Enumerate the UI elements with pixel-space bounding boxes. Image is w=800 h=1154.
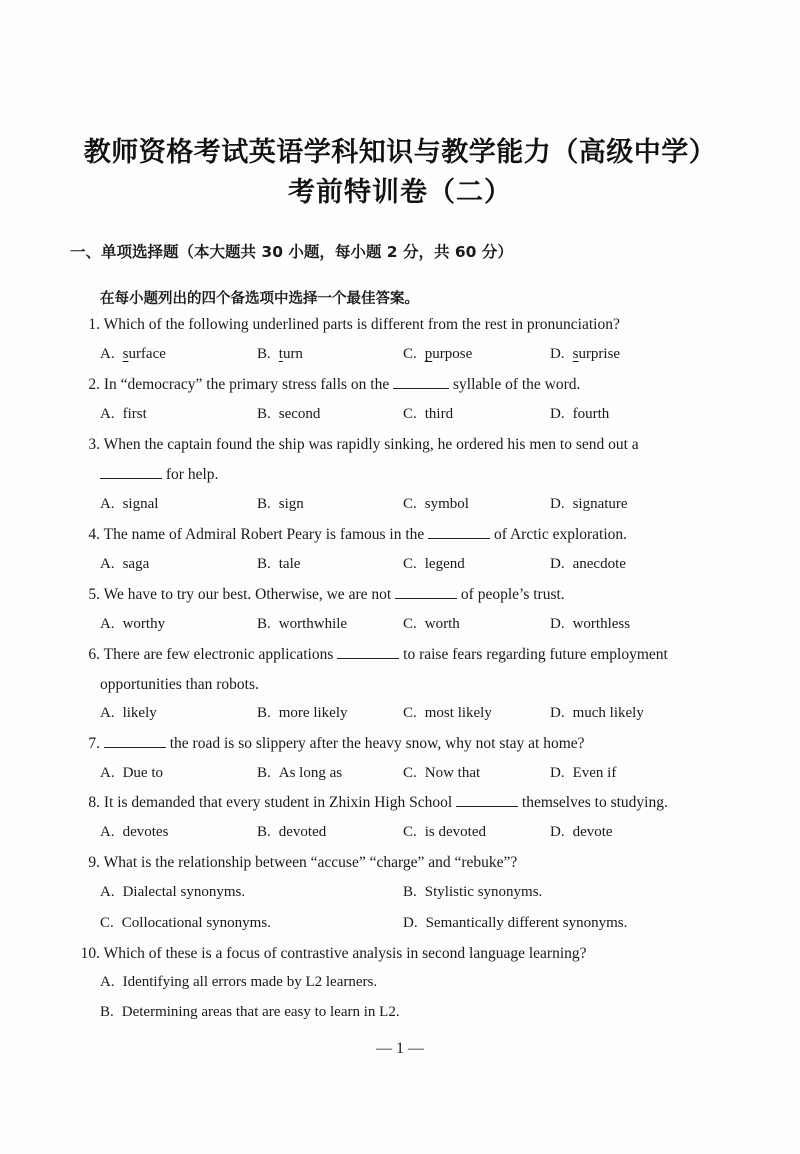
question-7-options bbox=[100, 765, 740, 785]
question-3-continued bbox=[100, 466, 218, 484]
option-d[interactable] bbox=[550, 616, 630, 633]
question-6 bbox=[70, 646, 730, 664]
option-d[interactable] bbox=[550, 406, 609, 423]
answer-blank[interactable] bbox=[428, 526, 490, 539]
option-letter: B. bbox=[257, 346, 271, 362]
option-a[interactable] bbox=[100, 346, 166, 363]
question-number: 10. bbox=[80, 945, 100, 962]
answer-blank[interactable] bbox=[456, 794, 518, 807]
option-text: Even if bbox=[572, 765, 617, 781]
option-a[interactable] bbox=[100, 705, 157, 722]
option-d[interactable] bbox=[550, 496, 628, 513]
option-text: legend bbox=[424, 556, 465, 572]
option-text: third bbox=[424, 406, 454, 422]
question-3-options bbox=[100, 496, 740, 516]
option-letter: D. bbox=[550, 556, 565, 572]
option-text: Identifying all errors made by L2 learners. bbox=[122, 974, 378, 990]
answer-blank[interactable] bbox=[104, 735, 166, 748]
option-text: Due to bbox=[122, 765, 164, 781]
option-b[interactable] bbox=[257, 765, 342, 782]
question-5-options bbox=[100, 616, 740, 636]
question-number: 9. bbox=[88, 854, 100, 871]
option-c[interactable] bbox=[403, 765, 480, 782]
option-letter: C. bbox=[100, 915, 114, 931]
question-text: The name of Admiral Robert Peary is famous in the bbox=[103, 526, 425, 543]
section-heading bbox=[70, 240, 513, 262]
option-letter: D. bbox=[550, 824, 565, 840]
question-1 bbox=[70, 316, 730, 334]
question-number: 8. bbox=[88, 794, 100, 811]
option-letter: D. bbox=[550, 705, 565, 721]
question-5 bbox=[70, 586, 730, 604]
question-text: We have to try our best. Otherwise, we are not bbox=[103, 586, 392, 603]
option-letter: A. bbox=[100, 765, 115, 781]
option-text: Determining areas that are easy to learn in L2. bbox=[121, 1004, 400, 1020]
question-4 bbox=[70, 526, 730, 544]
option-b[interactable] bbox=[257, 705, 348, 722]
answer-blank[interactable] bbox=[337, 646, 399, 659]
question-4-options bbox=[100, 556, 740, 576]
question-number: 4. bbox=[88, 526, 100, 543]
question-number: 3. bbox=[88, 436, 100, 453]
option-a[interactable] bbox=[100, 406, 147, 423]
option-text: worthwhile bbox=[278, 616, 348, 632]
option-b[interactable] bbox=[100, 1004, 400, 1021]
option-text: devotes bbox=[122, 824, 169, 840]
page-number: — 1 — bbox=[376, 1040, 424, 1057]
option-d[interactable] bbox=[550, 824, 613, 841]
option-b[interactable] bbox=[257, 556, 300, 573]
option-d[interactable] bbox=[550, 765, 616, 782]
option-a[interactable] bbox=[100, 884, 245, 901]
question-text: of Arctic exploration. bbox=[494, 526, 628, 543]
option-text: urpose bbox=[432, 346, 473, 362]
question-9-options-row-1 bbox=[100, 884, 740, 904]
option-b[interactable] bbox=[257, 616, 347, 633]
section-instruction: 在每小题列出的四个备选项中选择一个最佳答案。 bbox=[100, 291, 419, 307]
option-d[interactable] bbox=[550, 705, 644, 722]
option-c[interactable] bbox=[403, 496, 469, 513]
option-letter: C. bbox=[403, 824, 417, 840]
option-c[interactable] bbox=[100, 915, 271, 932]
question-9-options-row-2 bbox=[100, 915, 740, 935]
option-letter: C. bbox=[403, 705, 417, 721]
question-text: for help. bbox=[165, 466, 219, 483]
option-letter: B. bbox=[257, 705, 271, 721]
question-text: It is demanded that every student in Zhixin High School bbox=[103, 794, 453, 811]
option-a[interactable] bbox=[100, 824, 168, 841]
option-text: Now that bbox=[424, 765, 481, 781]
option-text: urn bbox=[282, 346, 303, 362]
option-text: anecdote bbox=[572, 556, 626, 572]
question-text: Which of these is a focus of contrastive analysis in second language learning? bbox=[103, 945, 587, 962]
question-8-options bbox=[100, 824, 740, 844]
option-letter: B. bbox=[257, 406, 271, 422]
option-text: Collocational synonyms. bbox=[121, 915, 271, 931]
option-letter: C. bbox=[403, 556, 417, 572]
option-letter: C. bbox=[403, 496, 417, 512]
question-number: 1. bbox=[88, 316, 100, 333]
option-text: worthy bbox=[122, 616, 166, 632]
question-2-options bbox=[100, 406, 740, 426]
option-d[interactable] bbox=[403, 915, 627, 932]
option-letter: D. bbox=[550, 346, 565, 362]
option-c[interactable] bbox=[403, 705, 492, 722]
option-c[interactable] bbox=[403, 406, 453, 423]
question-text: Which of the following underlined parts is different from the rest in pronunciation? bbox=[103, 316, 620, 333]
option-letter: D. bbox=[550, 496, 565, 512]
question-text: When the captain found the ship was rapidly sinking, he ordered his men to send out a bbox=[103, 436, 639, 453]
option-text: As long as bbox=[278, 765, 343, 781]
option-b[interactable] bbox=[403, 884, 542, 901]
option-letter: A. bbox=[100, 884, 115, 900]
question-number: 5. bbox=[88, 586, 100, 603]
option-d[interactable] bbox=[550, 556, 626, 573]
option-c[interactable] bbox=[403, 824, 486, 841]
option-letter: B. bbox=[257, 496, 271, 512]
option-letter: B. bbox=[403, 884, 417, 900]
option-b[interactable] bbox=[257, 346, 303, 363]
underlined-part: p bbox=[424, 346, 433, 362]
option-a[interactable] bbox=[100, 765, 163, 782]
option-text: signature bbox=[572, 496, 628, 512]
option-letter: C. bbox=[403, 346, 417, 362]
option-letter: D. bbox=[550, 616, 565, 632]
option-letter: A. bbox=[100, 556, 115, 572]
option-text: devote bbox=[572, 824, 613, 840]
answer-blank[interactable] bbox=[100, 466, 162, 479]
option-text: second bbox=[278, 406, 321, 422]
option-letter: A. bbox=[100, 616, 115, 632]
option-b[interactable] bbox=[257, 406, 320, 423]
option-b[interactable] bbox=[257, 824, 326, 841]
option-letter: D. bbox=[550, 406, 565, 422]
question-text: There are few electronic applications bbox=[103, 646, 334, 663]
answer-blank[interactable] bbox=[395, 586, 457, 599]
option-letter: C. bbox=[403, 406, 417, 422]
option-text: Stylistic synonyms. bbox=[424, 884, 543, 900]
option-text: is devoted bbox=[424, 824, 487, 840]
question-number: 2. bbox=[88, 376, 100, 393]
option-text: symbol bbox=[424, 496, 469, 512]
option-text: urface bbox=[128, 346, 166, 362]
option-text: saga bbox=[122, 556, 150, 572]
section-note: （本大题共 30 小题，每小题 2 分，共 60 分） bbox=[178, 243, 513, 261]
question-6-continued: opportunities than robots. bbox=[100, 676, 259, 693]
option-letter: B. bbox=[257, 824, 271, 840]
exam-title-line-1: 教师资格考试英语学科知识与教学能力（高级中学） bbox=[83, 137, 717, 168]
option-letter: D. bbox=[403, 915, 418, 931]
option-text: worthless bbox=[572, 616, 631, 632]
question-1-options bbox=[100, 346, 740, 366]
option-a[interactable] bbox=[100, 496, 158, 513]
option-a[interactable] bbox=[100, 556, 149, 573]
question-number: 6. bbox=[88, 646, 100, 663]
underlined-part: s bbox=[122, 346, 129, 362]
option-letter: A. bbox=[100, 496, 115, 512]
option-d[interactable] bbox=[550, 346, 620, 363]
answer-blank[interactable] bbox=[393, 376, 449, 389]
option-letter: C. bbox=[403, 765, 417, 781]
option-letter: A. bbox=[100, 705, 115, 721]
option-b[interactable] bbox=[257, 496, 304, 513]
option-letter: A. bbox=[100, 974, 115, 990]
question-2 bbox=[70, 376, 730, 394]
option-letter: C. bbox=[403, 616, 417, 632]
option-text: devoted bbox=[278, 824, 327, 840]
option-text: likely bbox=[122, 705, 157, 721]
question-number: 7. bbox=[88, 735, 100, 752]
option-c[interactable] bbox=[403, 616, 460, 633]
question-text: of people’s trust. bbox=[460, 586, 565, 603]
option-text: more likely bbox=[278, 705, 348, 721]
question-text: themselves to studying. bbox=[521, 794, 668, 811]
question-text: to raise fears regarding future employment bbox=[403, 646, 668, 663]
section-title: 一、单项选择题 bbox=[70, 243, 179, 261]
question-text: In “democracy” the primary stress falls on the bbox=[103, 376, 390, 393]
option-letter: D. bbox=[550, 765, 565, 781]
question-6-options bbox=[100, 705, 740, 725]
underlined-part: s bbox=[572, 346, 579, 362]
option-letter: B. bbox=[257, 556, 271, 572]
option-text: signal bbox=[122, 496, 159, 512]
option-text: most likely bbox=[424, 705, 492, 721]
option-c[interactable] bbox=[403, 346, 472, 363]
option-text: worth bbox=[424, 616, 460, 632]
option-a[interactable] bbox=[100, 974, 377, 991]
option-letter: A. bbox=[100, 824, 115, 840]
option-text: urprise bbox=[578, 346, 621, 362]
question-text: syllable of the word. bbox=[452, 376, 581, 393]
option-letter: B. bbox=[100, 1004, 114, 1020]
question-10-option-b-row bbox=[100, 1004, 740, 1024]
question-3 bbox=[70, 436, 730, 454]
option-a[interactable] bbox=[100, 616, 165, 633]
option-text: much likely bbox=[572, 705, 644, 721]
question-9 bbox=[70, 854, 730, 872]
option-letter: A. bbox=[100, 346, 115, 362]
question-text: the road is so slippery after the heavy snow, why not stay at home? bbox=[169, 735, 585, 752]
option-text: sign bbox=[278, 496, 304, 512]
question-7 bbox=[70, 735, 730, 753]
question-text: What is the relationship between “accuse” “charge” and “rebuke”? bbox=[103, 854, 518, 871]
question-8 bbox=[70, 794, 730, 812]
question-10 bbox=[70, 945, 730, 963]
option-letter: A. bbox=[100, 406, 115, 422]
option-text: Semantically different synonyms. bbox=[425, 915, 628, 931]
exam-title-line-2: 考前特训卷（二） bbox=[288, 177, 512, 208]
underlined-part: t bbox=[278, 346, 283, 362]
question-10-option-a-row bbox=[100, 974, 740, 994]
option-text: Dialectal synonyms. bbox=[122, 884, 246, 900]
option-c[interactable] bbox=[403, 556, 465, 573]
option-letter: B. bbox=[257, 765, 271, 781]
option-text: first bbox=[122, 406, 147, 422]
option-text: fourth bbox=[572, 406, 610, 422]
option-letter: B. bbox=[257, 616, 271, 632]
option-text: tale bbox=[278, 556, 301, 572]
